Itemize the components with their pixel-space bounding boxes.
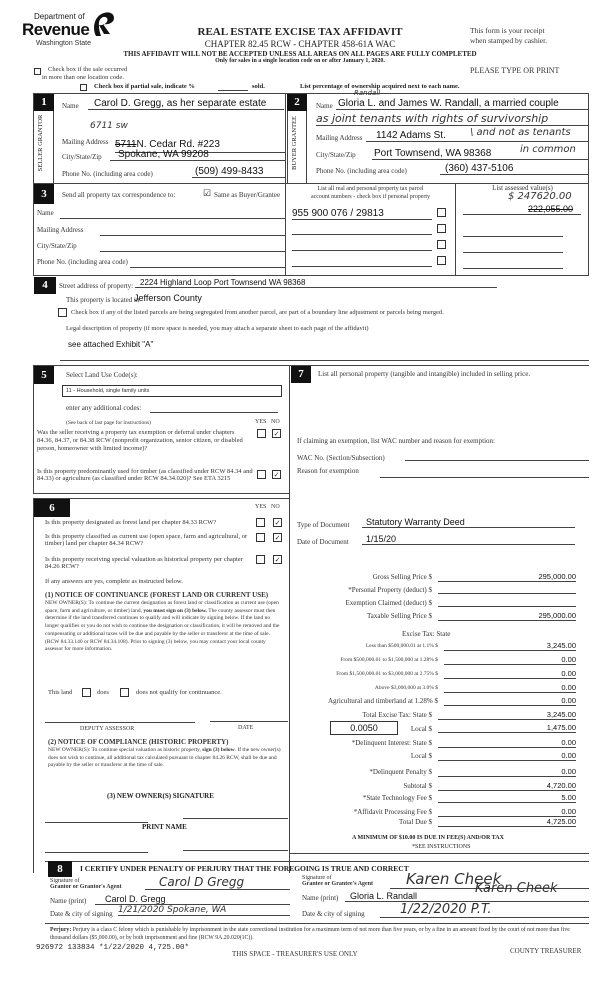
print-name-line-2[interactable] [183,850,288,851]
total-due-label: Total Due $ [399,818,432,826]
seller-mailing-value: N. Cedar Rd. #223 [136,139,220,150]
delinquent-interest-local-field[interactable]: 0.00 [438,751,576,761]
personal-property-checkbox[interactable] [437,240,446,249]
technology-fee-field[interactable]: 5.00 [438,793,576,803]
county-label: This property is located in [66,296,140,304]
notice-2-title: (2) NOTICE OF COMPLIANCE (HISTORIC PROPERTY) [48,738,229,746]
legal-description-value[interactable]: see attached Exhibit "A" [68,340,154,349]
total-due-field[interactable]: 4,725.00 [438,817,576,827]
notice-2-text-a: NEW OWNER(S): To continue special valuation as historic property, [48,747,201,753]
buyer-grantee-label: BUYER GRANTEE [291,116,298,170]
doc-date-field[interactable]: 1/15/20 [362,534,575,545]
correspondence-mailing-label: Mailing Address [37,226,84,234]
seller-city-field[interactable]: Spokane, WA 99208 [110,149,285,161]
logo-sub-text: Washington State [36,40,91,47]
parcel-account-field[interactable] [292,266,432,267]
parcel-right-divider [455,183,456,276]
subtotal-field[interactable]: 4,720.00 [438,781,576,791]
partial-sale-checkbox[interactable] [80,84,87,91]
section-4-bottom-line [60,360,589,361]
seller-phone-field[interactable]: (509) 499-8433 [192,166,285,178]
partial-sale-percent-input[interactable] [218,90,248,91]
notice-2-text-b: . If the new owner(s) does not wish to continue, all additional tax calculated pursuant to chapter 84.26 RCW, shall be due and payable by the seller or transferor at the time of sale. [48,747,281,769]
q6-current-use-no-checkbox[interactable]: ✓ [274,534,281,542]
parcel-header-line-1: List all real and personal property tax parcel [317,186,424,192]
technology-fee-label: *State Technology Fee $ [362,794,432,802]
new-owner-signature-label: (3) NEW OWNER(S) SIGNATURE [107,792,214,800]
grantee-signature-label-2: Grantee or Grantee's Agent [302,881,374,887]
grantor-date-label: Date & city of signing [50,910,113,918]
section-7-top [289,365,589,366]
buyer-phone-label: Phone No. (including area code) [316,167,407,175]
grantor-signature-label-2: Grantor or Grantor's Agent [50,884,122,890]
new-owner-signature-line-1[interactable] [45,822,148,823]
q6-forest-text: Is this property designated as forest land per chapter 84.33 RCW? [45,519,217,526]
treasurer-use-label: THIS SPACE - TREASURER'S USE ONLY [232,950,358,958]
q5-exemption-no-checkbox[interactable]: ✓ [273,430,280,438]
local-tax-field[interactable]: 1,475.00 [438,723,576,733]
s6-yes-header: YES [255,504,267,510]
s6-no-header: NO [271,504,280,510]
deputy-assessor-signature-line[interactable] [45,722,195,723]
grantor-signature-label [50,878,122,890]
wac-label: WAC No. (Section/Subsection) [297,454,385,462]
section-1-side-label [34,111,54,183]
q6-historic-text: Is this property receiving special valuation as historical property per chapter 84.26 RCW? [45,556,243,570]
bracket-2-field[interactable]: 0.00 [444,655,576,665]
exemption-deduct-label: Exemption Claimed (deduct) $ [345,599,432,607]
multi-location-label [42,66,248,82]
logo-main-text: Revenue [22,20,90,39]
section-6-box [33,498,289,873]
parcel-account-field[interactable]: 955 900 076 / 29813 [292,208,432,220]
bracket-3-field[interactable]: 0.00 [444,669,576,679]
section-2-side-label [287,111,307,183]
section-8-number: 8 [48,861,72,877]
additional-codes-label: enter any additional codes: [66,404,142,412]
affidavit-fee-field[interactable]: 0.00 [438,807,576,817]
segregated-parcel-checkbox[interactable] [58,308,67,317]
subtotal-label: Subtotal $ [403,782,432,790]
gross-price-field[interactable]: 295,000.00 [438,572,576,582]
certify-statement: I CERTIFY UNDER PENALTY OF PERJURY THAT THE FOREGOING IS TRUE AND CORRECT [80,864,409,873]
buyer-name-field[interactable]: Gloria L. and James W. Randall, a married couple [336,98,588,110]
correspondence-city-label: City/State/Zip [37,242,77,250]
q6-current-use-text: Is this property classified as current use (open space, farm and agricultural, or timber) land per chapter 84.34 RCW? [45,533,248,547]
segregated-parcel-label: Check box if any of the listed parcels are being segregated from another parcel, are part of a boundary line adjustment or parcels being merged. [71,309,444,316]
bracket-4-label: Above $3,000,000 at 3.0% $ [374,685,438,691]
land-does-checkbox[interactable] [82,688,91,697]
same-as-buyer-checkbox[interactable]: ☑ [203,188,212,198]
grantee-name-field[interactable]: Gloria L. Randall [345,891,589,902]
buyer-mailing-label: Mailing Address [316,134,363,142]
total-state-label: Total Excise Tax: State $ [362,711,432,719]
form-only-for: Only for sales in a single location code on or after January 1, 2020. [215,58,385,64]
bracket-1-label: Less than $500,000.01 at 1.1% $ [365,643,438,649]
delinquent-penalty-field[interactable]: 0.00 [438,767,576,777]
bracket-2-label: From $500,000.01 to $1,500,000 at 1.28% $ [340,657,438,663]
bracket-4-field[interactable]: 0.00 [444,683,576,693]
correspondence-mailing-field[interactable] [100,235,285,236]
parties-divider [285,93,286,183]
section-2-number: 2 [287,94,307,111]
grantor-name-field[interactable]: Carol D. Gregg [95,894,290,905]
personal-property-checkbox[interactable] [437,208,446,217]
q5-timber-text: Is this property predominantly used for timber (as classified under RCW 84.34 and 84.33) or agriculture (as classified under RCW 84.34.020)? See ETA 3215 [37,468,253,482]
perjury-bold: Perjury: [50,927,72,933]
perjury-notice [50,926,590,942]
buyer-city-handwritten: in common [520,144,576,155]
correspondence-phone-label: Phone No. (including area code) [37,258,128,266]
correspondence-name-field[interactable] [60,218,285,219]
grantee-name-handwritten: Karen Cheek [475,881,558,896]
local-tax-label: Local $ [410,725,432,733]
section-3-number: 3 [34,184,54,204]
multi-location-line-1: Check box if the sale occurred [48,66,128,73]
perjury-text: Perjury is a class C felony which is punishable by imprisonment in the state correctional institution for a maximum term of not more than five years, or by a fine in an amount fixed by the court of not more than five thousand dollars ($5,000.00), or by both imprisonment and fine (RCW 9A.20.020(1C)). [50,927,570,941]
buyer-city-label: City/State/Zip [316,151,356,159]
parcel-header [286,185,455,201]
section-5-number: 5 [34,366,54,384]
exemption-reason-field[interactable] [380,477,589,478]
notice-1-body [45,600,285,654]
grantee-date-field[interactable]: 1/22/2020 P.T. [380,902,589,918]
street-address-label: Street address of property: [59,282,134,290]
grantee-signature-field[interactable]: Karen Cheek [390,870,589,889]
cashier-stamp: 926972 133834 *1/22/2020 4,725.00* [36,944,190,952]
partial-sale-sold: sold. [252,83,265,90]
assessed-value-field[interactable] [463,252,563,253]
agricultural-field[interactable]: 0.00 [444,696,576,706]
if-yes-instruction: If any answers are yes, complete as instructed below. [45,578,183,585]
receipt-note [470,26,547,46]
doc-date-label: Date of Document [297,538,349,546]
personal-property-deduct-field[interactable] [438,585,576,594]
type-or-print-note: PLEASE TYPE OR PRINT [470,66,560,75]
middle-divider [289,365,290,873]
grantor-name-label: Name (print) [50,897,87,905]
grantee-signature-label-1: Signature of [302,875,332,881]
street-address-field[interactable]: 2224 Highland Loop Port Townsend WA 98368 [135,278,497,288]
multi-location-line-2: in more than one location code. [42,74,124,81]
parcel-row [292,238,452,252]
seller-name-label: Name [62,102,79,110]
parcel-account-field[interactable] [292,234,432,235]
seller-mailing-label: Mailing Address [62,138,109,146]
affidavit-fee-label: *Affidavit Processing Fee $ [353,808,432,816]
doc-type-label: Type of Document [297,521,350,529]
grantor-signature-label-1: Signature of [50,878,80,884]
this-land-label: This land [48,689,73,696]
q6-historic-no-checkbox[interactable]: ✓ [274,556,281,564]
seller-phone-label: Phone No. (including area code) [62,170,153,178]
local-rate-field[interactable]: 0.0050 [330,721,398,735]
deputy-assessor-label: DEPUTY ASSESSOR [80,726,135,732]
notice-2-bold: sign (3) below [202,747,235,753]
bracket-1-field[interactable]: 3,245.00 [444,641,576,651]
q5-exemption-yes-checkbox[interactable] [257,429,266,438]
section-7-number: 7 [291,366,311,383]
q6-historic-yes-checkbox[interactable] [256,555,265,564]
perjury-top-line [45,923,589,924]
notice-1-bold: you must sign on (3) below. [143,607,207,614]
partial-sale-row [80,83,280,93]
land-does-label: does [97,689,109,696]
exemption-reason-label: Reason for exemption [297,467,359,475]
delinquent-penalty-label: *Delinquent Penalty $ [369,768,432,776]
total-state-field[interactable]: 3,245.00 [438,710,576,720]
county-treasurer-label: COUNTY TREASURER [510,947,582,955]
assessed-value-field[interactable] [463,236,563,237]
partial-sale-label: Check box if partial sale, indicate % [94,83,195,90]
assessed-value-handwritten: $ 247620.00 [508,191,572,202]
delinquent-interest-local-label: Local $ [410,752,432,760]
notice-2-body [48,747,288,770]
delinquent-interest-state-field[interactable]: 0.00 [438,738,576,748]
section-6-number: 6 [34,499,70,517]
minimum-due-note: A MINIMUM OF $10.00 IS DUE IN FEE(S) AND/OR TAX [352,835,504,841]
legal-description-label: Legal description of property (if more space is needed, you may attach a separate sheet to each page of the affidavit) [66,325,369,332]
buyer-phone-field[interactable]: (360) 437-5106 [440,163,588,175]
exemption-claim-label: If claiming an exemption, list WAC number and reason for exemption: [297,437,495,445]
buyer-mailing-field[interactable]: 1142 Adams St. [366,130,588,142]
grantor-signature-field[interactable]: Carol D Gregg [145,875,290,890]
correspondence-city-field[interactable] [100,251,285,252]
personal-property-label: List all personal property (tangible and intangible) included in selling price. [318,370,531,378]
seller-name-field[interactable]: Carol D. Gregg, as her separate estate [88,98,284,110]
q5-timber-yes-checkbox[interactable] [257,470,266,479]
parcel-row [292,206,452,220]
seller-address-correction: 6711 sw [90,121,128,131]
personal-property-checkbox[interactable] [437,256,446,265]
section-8-top [45,861,589,862]
deputy-date-label: DATE [238,725,254,731]
parcel-row [292,222,452,236]
q5-timber-no-checkbox[interactable]: ✓ [273,471,280,479]
delinquent-interest-state-label: *Delinquent Interest: State $ [351,739,432,747]
buyer-mailing-handwritten: \ and not as tenants [470,127,571,138]
buyer-name-label: Name [316,102,333,110]
bracket-3-label: From $1,500,000.01 to $3,000,000 at 2.75% $ [336,671,438,677]
assessed-value-field[interactable]: 222,055.00 [463,204,581,215]
receipt-note-line-2: when stamped by cashier. [470,36,548,45]
notice-1-text-b: The county assessor must then determine if the land transferred continues to qualify and will indicate by signing below. If the land no longer qualifies or you do not wish to continue the designation or classification, it will be removed and the compensating or additional taxes will be due and payable by the seller or transferor at the time of sale. (RCW 84.33.140 or RCW 84.34.108). Prior to signing (3) below, you may contact your local county assessor for more information. [45,607,280,653]
parcel-account-field[interactable] [292,250,432,251]
q6-forest-no-checkbox[interactable]: ✓ [274,519,281,527]
assessed-value-field[interactable] [463,268,563,269]
land-use-label: Select Land Use Code(s): [66,371,138,379]
section-1-number: 1 [34,94,54,111]
land-does-not-checkbox[interactable] [120,688,129,697]
q5-exemption-text: Was the seller receiving a property tax exemption or deferral under chapters 84.36, 84.37, or 84.38 RCW (nonprofit organization, senior citizen, or disabled person, homeowner with limited income)? [37,429,243,452]
land-use-code-field[interactable]: 11 - Household, single family units [62,385,282,397]
no-header: NO [271,419,280,425]
correspondence-label: Send all property tax correspondence to: [62,191,176,199]
see-back-note: (See back of last page for instructions) [66,420,151,426]
parcel-header-line-2: account numbers - check box if personal property [310,194,431,200]
q6-forest-yes-checkbox[interactable] [256,518,265,527]
assessed-header: List assessed value(s) [492,184,553,192]
seller-city-label: City/State/Zip [62,153,102,161]
correspondence-phone-field[interactable] [130,267,285,268]
grantee-name-label: Name (print) [302,894,339,902]
tax-bottom-line [289,853,589,854]
agricultural-label: Agricultural and timberland at 1.28% $ [327,697,438,705]
receipt-note-line-1: This form is your receipt [470,26,545,35]
county-value: Jefferson County [134,293,202,303]
seller-grantor-label: SELLER GRANTOR [37,114,44,172]
parcel-row [292,254,452,268]
additional-codes-field[interactable] [150,412,278,413]
wac-field[interactable] [405,460,589,461]
section-4-number: 4 [34,277,56,294]
gross-price-label: Gross Selling Price $ [372,573,432,581]
new-owner-signature-line-2[interactable] [183,818,288,819]
form-warning: THIS AFFIDAVIT WILL NOT BE ACCEPTED UNLESS ALL AREAS ON ALL PAGES ARE FULLY COMPLETED [123,50,477,58]
ownership-note: List percentage of ownership acquired next to each name. [300,83,460,90]
deputy-date-line[interactable] [210,721,288,722]
print-name-label: PRINT NAME [142,823,187,831]
logo-top-text: Department of [34,12,85,21]
correspondence-name-label: Name [37,209,54,217]
notice-1-text-a: NEW OWNER(S): To continue the current designation as forest land or classification as current use (open space, farm and agriculture, or timber) land, [45,600,279,614]
form-chapter: CHAPTER 82.45 RCW - CHAPTER 458-61A WAC [204,39,396,49]
same-as-buyer-label: Same as Buyer/Grantee [214,191,281,199]
taxable-price-field[interactable]: 295,000.00 [438,611,576,621]
buyer-vesting-handwritten: as joint tenants with rights of survivorship [316,112,588,126]
q6-current-use-yes-checkbox[interactable] [256,533,265,542]
yes-header: YES [255,419,267,425]
personal-property-deduct-label: *Personal Property (deduct) $ [348,586,432,594]
buyer-city-field[interactable]: Port Townsend, WA 98368 [372,148,588,160]
exemption-deduct-field[interactable] [438,598,576,607]
seller-mailing-struck: 5711 [115,139,137,150]
grantee-date-label: Date & city of signing [302,910,365,918]
buyer-name-insert: Randall [354,89,381,97]
grantee-signature-label [302,875,373,887]
taxable-price-label: Taxable Selling Price $ [366,612,432,620]
notice-1-title: (1) NOTICE OF CONTINUANCE (FOREST LAND OR CURRENT USE) [45,591,269,599]
grantor-date-field[interactable]: 1/21/2020 Spokane, WA [118,905,290,916]
personal-property-checkbox[interactable] [437,224,446,233]
multi-location-checkbox[interactable] [34,68,41,75]
land-does-not-label: does not qualify for continuance. [136,689,222,696]
see-instructions-note: *SEE INSTRUCTIONS [412,844,471,850]
form-title: REAL ESTATE EXCISE TAX AFFIDAVIT [197,26,403,38]
print-name-line-1[interactable] [45,852,148,853]
doc-type-field[interactable]: Statutory Warranty Deed [362,517,575,528]
excise-tax-header: Excise Tax: State [402,630,451,638]
